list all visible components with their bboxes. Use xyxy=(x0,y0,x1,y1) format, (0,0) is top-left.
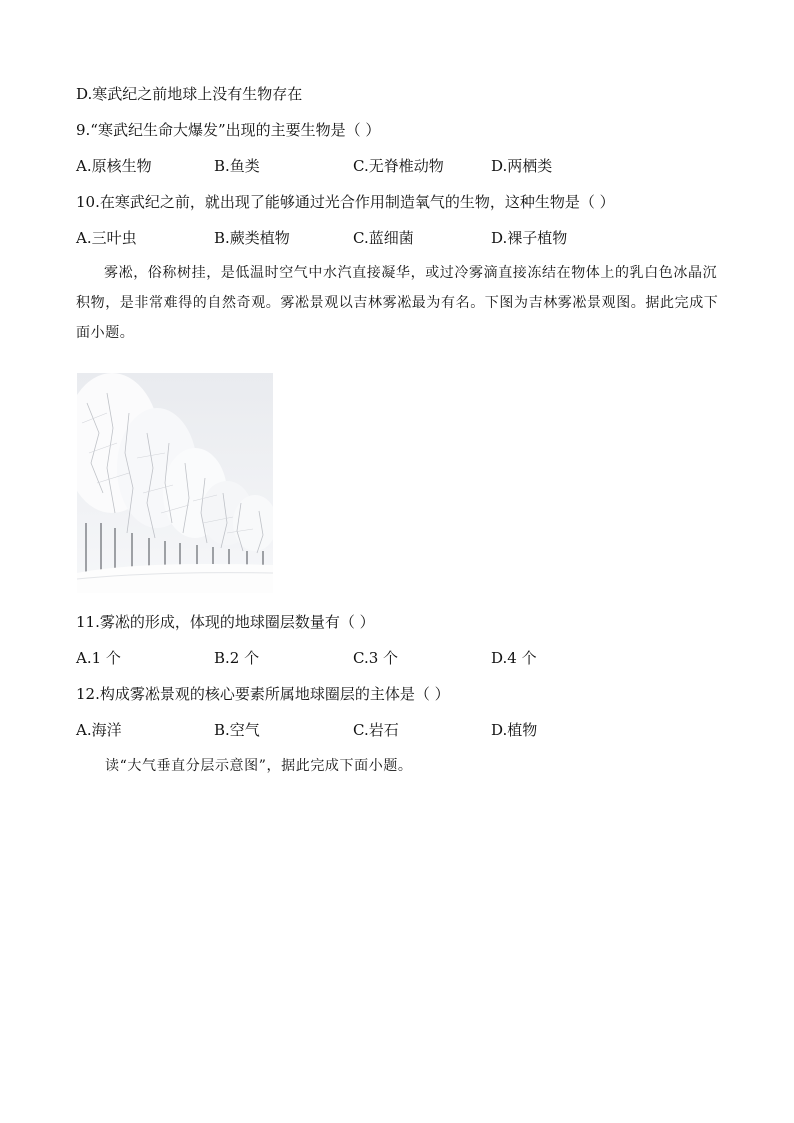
q12-option-a: A.海洋 xyxy=(76,721,122,739)
q11-option-a: A.1 个 xyxy=(76,649,121,667)
q10-option-c: C.蓝细菌 xyxy=(353,229,414,247)
rime-trees-illustration xyxy=(77,373,273,593)
q12-option-d: D.植物 xyxy=(491,721,538,739)
q10-option-d: D.裸子植物 xyxy=(491,229,568,247)
q12-option-b: B.空气 xyxy=(214,721,260,739)
rime-landscape-photo xyxy=(77,373,273,593)
q11-option-b: B.2 个 xyxy=(214,649,260,667)
q10-stem: 10.在寒武纪之前，就出现了能够通过光合作用制造氧气的生物，这种生物是（ ） xyxy=(76,193,615,211)
rime-passage-text: 雾凇，俗称树挂，是低温时空气中水汽直接凝华，或过冷雾滴直接冻结在物体上的乳白色冰晶沉积物，是非常难得的自然奇观。雾凇景观以吉林雾凇最为有名。下图为吉林雾凇景观图。据此完成下面小题。 xyxy=(76,265,719,341)
q9-option-c: C.无脊椎动物 xyxy=(353,157,444,175)
q10-option-a: A.三叶虫 xyxy=(76,229,137,247)
q12-stem: 12.构成雾凇景观的核心要素所属地球圈层的主体是（ ） xyxy=(76,685,450,703)
q12-option-c: C.岩石 xyxy=(353,721,399,739)
q9-option-b: B.鱼类 xyxy=(214,157,260,175)
rime-passage xyxy=(76,258,722,348)
q9-option-d: D.两栖类 xyxy=(491,157,553,175)
q11-option-c: C.3 个 xyxy=(353,649,399,667)
q9-option-a: A.原核生物 xyxy=(76,157,152,175)
q11-stem: 11.雾凇的形成，体现的地球圈层数量有（ ） xyxy=(76,613,375,631)
q9-stem: 9.“寒武纪生命大爆发”出现的主要生物是（ ） xyxy=(76,121,381,139)
q10-option-b: B.蕨类植物 xyxy=(214,229,290,247)
q8-option-d: D.寒武纪之前地球上没有生物存在 xyxy=(76,85,303,103)
q11-option-d: D.4 个 xyxy=(491,649,537,667)
next-section-intro: 读“大气垂直分层示意图”，据此完成下面小题。 xyxy=(105,758,413,774)
